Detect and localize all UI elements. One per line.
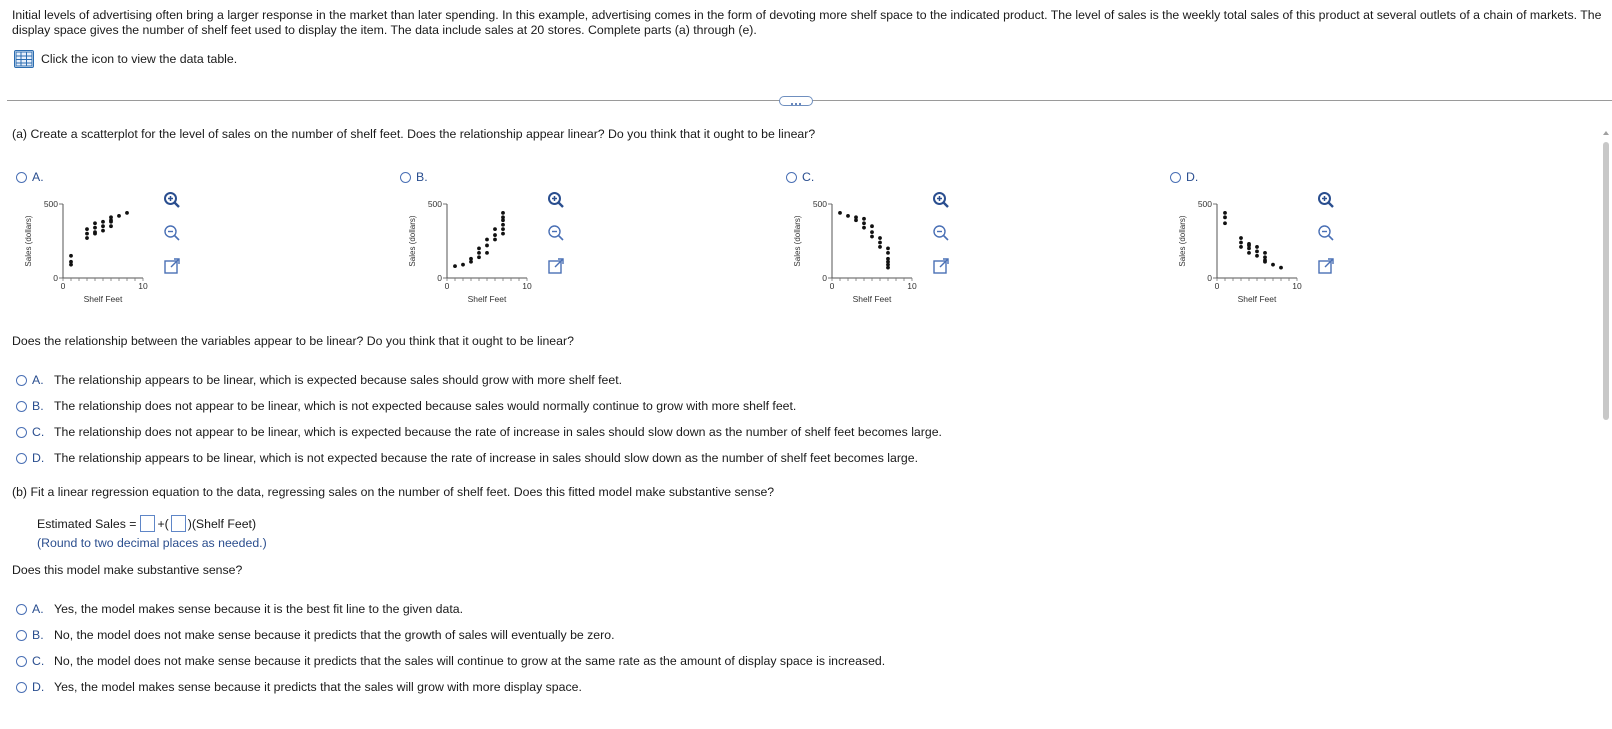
- y-tick-label: 0: [822, 273, 827, 283]
- data-point: [85, 236, 89, 240]
- choice-b4[interactable]: [16, 680, 582, 694]
- eq-plus: +(: [157, 516, 169, 531]
- y-axis-label: Sales (dollars): [1178, 215, 1187, 267]
- data-point: [886, 247, 890, 251]
- eq-prefix: Estimated Sales =: [37, 516, 137, 531]
- graph-option-d[interactable]: [1170, 170, 1198, 184]
- data-point: [854, 218, 858, 222]
- data-point: [485, 244, 489, 248]
- zoom-out-icon[interactable]: [1316, 223, 1336, 243]
- data-point: [870, 230, 874, 234]
- expand-toggle-button[interactable]: [779, 96, 813, 106]
- scrollbar-thumb[interactable]: [1603, 142, 1609, 420]
- data-point: [461, 263, 465, 267]
- data-point: [878, 236, 882, 240]
- chart-d-tools: [1316, 190, 1338, 289]
- radio-b2[interactable]: [16, 630, 27, 641]
- y-tick-label: 500: [812, 199, 827, 209]
- data-point: [493, 233, 497, 237]
- data-point: [85, 232, 89, 236]
- intercept-input[interactable]: [140, 515, 155, 532]
- data-point: [453, 264, 457, 268]
- y-tick-label: 0: [437, 273, 442, 283]
- choice-b1[interactable]: [16, 602, 463, 616]
- radio-a1[interactable]: [16, 375, 27, 386]
- data-point: [501, 211, 505, 215]
- data-point: [93, 226, 97, 230]
- scroll-up-icon[interactable]: [1601, 128, 1611, 138]
- choice-a2[interactable]: [16, 399, 796, 413]
- choice-letter: A.: [32, 373, 44, 387]
- data-point: [1223, 215, 1227, 219]
- graph-option-a-letter: A.: [32, 170, 44, 184]
- data-point: [469, 257, 473, 261]
- choice-a3[interactable]: [16, 425, 942, 439]
- sense-question: Does this model make substantive sense?: [12, 563, 243, 577]
- x-tick-label: 10: [522, 281, 532, 291]
- zoom-in-icon[interactable]: [1316, 190, 1336, 210]
- choice-b2[interactable]: [16, 628, 615, 642]
- choice-text: The relationship does not appear to be linear, which is expected because the rate of increase in sales should slow down as the number of shelf feet becomes large.: [54, 425, 942, 439]
- choice-text: The relationship does not appear to be linear, which is not expected because sales would normally continue to grow with more shelf feet.: [54, 399, 797, 413]
- radio-b3[interactable]: [16, 656, 27, 667]
- x-tick-label: 10: [1292, 281, 1302, 291]
- x-axis-label: Shelf Feet: [467, 294, 507, 304]
- choice-b3[interactable]: [16, 654, 885, 668]
- graph-option-c-letter: C.: [802, 170, 815, 184]
- part-a-question: (a) Create a scatterplot for the level of sales on the number of shelf feet. Does the relationship appear linear? Do you think that it ought to be linear?: [12, 127, 816, 141]
- data-point: [93, 230, 97, 234]
- data-point: [1279, 266, 1283, 270]
- data-point: [1255, 245, 1259, 249]
- radio-b1[interactable]: [16, 604, 27, 615]
- x-axis-label: Shelf Feet: [83, 294, 123, 304]
- data-point: [501, 227, 505, 231]
- x-tick-label: 10: [907, 281, 917, 291]
- y-tick-label: 0: [1207, 273, 1212, 283]
- data-point: [109, 218, 113, 222]
- part-b-question: (b) Fit a linear regression equation to the data, regressing sales on the number of shelf feet. Does this fitted model make substantive sense?: [12, 485, 775, 499]
- slope-input[interactable]: [171, 515, 186, 532]
- zoom-in-icon[interactable]: [931, 190, 951, 210]
- choice-text: No, the model does not make sense because it predicts that the growth of sales will eventually be zero.: [54, 628, 615, 642]
- data-point: [493, 227, 497, 231]
- chart-a-tools: [162, 190, 184, 289]
- choice-letter: C.: [32, 425, 45, 439]
- scatterplot-a: [22, 190, 162, 315]
- data-point: [85, 227, 89, 231]
- radio-a3[interactable]: [16, 427, 27, 438]
- data-point: [477, 247, 481, 251]
- data-point: [1255, 254, 1259, 258]
- data-point: [878, 245, 882, 249]
- choice-letter: D.: [32, 451, 45, 465]
- x-axis-label: Shelf Feet: [852, 294, 892, 304]
- data-point: [477, 255, 481, 259]
- chart-c-tools: [931, 190, 953, 289]
- data-point: [69, 254, 73, 258]
- choice-a1[interactable]: [16, 373, 622, 387]
- data-point: [101, 220, 105, 224]
- data-point: [1239, 236, 1243, 240]
- data-point: [93, 221, 97, 225]
- data-point: [1271, 263, 1275, 267]
- y-axis-label: Sales (dollars): [408, 215, 417, 267]
- data-point: [846, 214, 850, 218]
- open-in-new-icon[interactable]: [162, 256, 182, 276]
- x-tick-label: 0: [1214, 281, 1220, 291]
- x-tick-label: 10: [138, 281, 148, 291]
- data-point: [501, 223, 505, 227]
- x-tick-label: 0: [829, 281, 835, 291]
- linear-question: Does the relationship between the variables appear to be linear? Do you think that it ought to be linear?: [12, 334, 574, 348]
- data-point: [485, 251, 489, 255]
- data-point: [1255, 249, 1259, 253]
- radio-graph-a[interactable]: [16, 172, 27, 183]
- x-tick-label: 0: [444, 281, 450, 291]
- data-point: [109, 224, 113, 228]
- data-point: [870, 235, 874, 239]
- data-point: [1247, 244, 1251, 248]
- vertical-scrollbar[interactable]: [1600, 128, 1612, 729]
- scatterplot-c: [791, 190, 931, 315]
- zoom-out-icon[interactable]: [546, 223, 566, 243]
- data-point: [1223, 221, 1227, 225]
- data-point: [493, 238, 497, 242]
- data-point: [1239, 241, 1243, 245]
- choice-letter: C.: [32, 654, 45, 668]
- data-point: [1263, 258, 1267, 262]
- data-point: [1223, 211, 1227, 215]
- data-point: [1247, 251, 1251, 255]
- radio-a4[interactable]: [16, 453, 27, 464]
- choice-text: Yes, the model makes sense because it is the best fit line to the given data.: [54, 602, 464, 616]
- radio-graph-d[interactable]: [1170, 172, 1181, 183]
- regression-equation: [37, 515, 256, 532]
- y-tick-label: 500: [1197, 199, 1212, 209]
- radio-graph-c[interactable]: [786, 172, 797, 183]
- graph-option-b-letter: B.: [416, 170, 428, 184]
- data-point: [862, 226, 866, 230]
- choice-letter: D.: [32, 680, 45, 694]
- data-point: [838, 211, 842, 215]
- data-point: [501, 215, 505, 219]
- y-tick-label: 0: [53, 273, 58, 283]
- data-point: [477, 251, 481, 255]
- y-tick-label: 500: [43, 199, 58, 209]
- data-table-link-text[interactable]: Click the icon to view the data table.: [41, 52, 238, 66]
- graph-option-d-letter: D.: [1186, 170, 1199, 184]
- data-point: [125, 211, 129, 215]
- zoom-out-icon[interactable]: [162, 223, 182, 243]
- data-point: [1263, 251, 1267, 255]
- graph-option-b[interactable]: [400, 170, 428, 184]
- choice-letter: A.: [32, 602, 44, 616]
- choice-text: The relationship appears to be linear, which is expected because sales should grow with more shelf feet.: [54, 373, 623, 387]
- eq-suffix: )(Shelf Feet): [187, 516, 257, 531]
- radio-b4[interactable]: [16, 682, 27, 693]
- y-axis-label: Sales (dollars): [24, 215, 33, 267]
- data-point: [862, 217, 866, 221]
- data-point: [501, 232, 505, 236]
- data-point: [101, 229, 105, 233]
- data-point: [69, 263, 73, 267]
- chart-b-tools: [546, 190, 568, 289]
- zoom-out-icon[interactable]: [931, 223, 951, 243]
- data-point: [862, 221, 866, 225]
- choice-letter: B.: [32, 628, 44, 642]
- data-table-link[interactable]: [14, 50, 237, 68]
- data-point: [101, 224, 105, 228]
- y-tick-label: 500: [427, 199, 442, 209]
- graph-option-c[interactable]: [786, 170, 814, 184]
- data-point: [886, 251, 890, 255]
- radio-graph-b[interactable]: [400, 172, 411, 183]
- problem-statement: Initial levels of advertising often bring a larger response in the market than later spending. In this example, advertising comes in the form of devoting more shelf space to the indicated product. The level of sales is the weekly total sales of this product at several outlets of a chain of markets. The display space gives the number of shelf feet used to display the item. The data include sales at 20 stores. Complete parts (a) through (e).: [12, 8, 1602, 37]
- x-axis-label: Shelf Feet: [1237, 294, 1277, 304]
- data-point: [870, 224, 874, 228]
- choice-a4[interactable]: [16, 451, 918, 465]
- radio-a2[interactable]: [16, 401, 27, 412]
- graph-option-a[interactable]: [16, 170, 44, 184]
- y-axis-label: Sales (dollars): [793, 215, 802, 267]
- scatterplot-d: [1176, 190, 1316, 315]
- scatterplot-b: [406, 190, 546, 315]
- choice-text: No, the model does not make sense because it predicts that the sales will continue to grow at the same rate as the amount of display space is increased.: [54, 654, 886, 668]
- data-point: [878, 241, 882, 245]
- data-point: [1239, 245, 1243, 249]
- ellipsis-icon: [780, 100, 812, 108]
- choice-letter: B.: [32, 399, 44, 413]
- zoom-in-icon[interactable]: [546, 190, 566, 210]
- data-point: [886, 266, 890, 270]
- zoom-in-icon[interactable]: [162, 190, 182, 210]
- x-tick-label: 0: [60, 281, 66, 291]
- data-point: [117, 214, 121, 218]
- table-icon[interactable]: [14, 50, 34, 68]
- rounding-hint: (Round to two decimal places as needed.): [37, 536, 267, 550]
- choice-text: Yes, the model makes sense because it predicts that the sales will grow with more display space.: [54, 680, 582, 694]
- open-in-new-icon[interactable]: [931, 256, 951, 276]
- choice-text: The relationship appears to be linear, which is not expected because the rate of increase in sales should slow down as the number of shelf feet becomes large.: [54, 451, 919, 465]
- data-point: [485, 238, 489, 242]
- open-in-new-icon[interactable]: [1316, 256, 1336, 276]
- open-in-new-icon[interactable]: [546, 256, 566, 276]
